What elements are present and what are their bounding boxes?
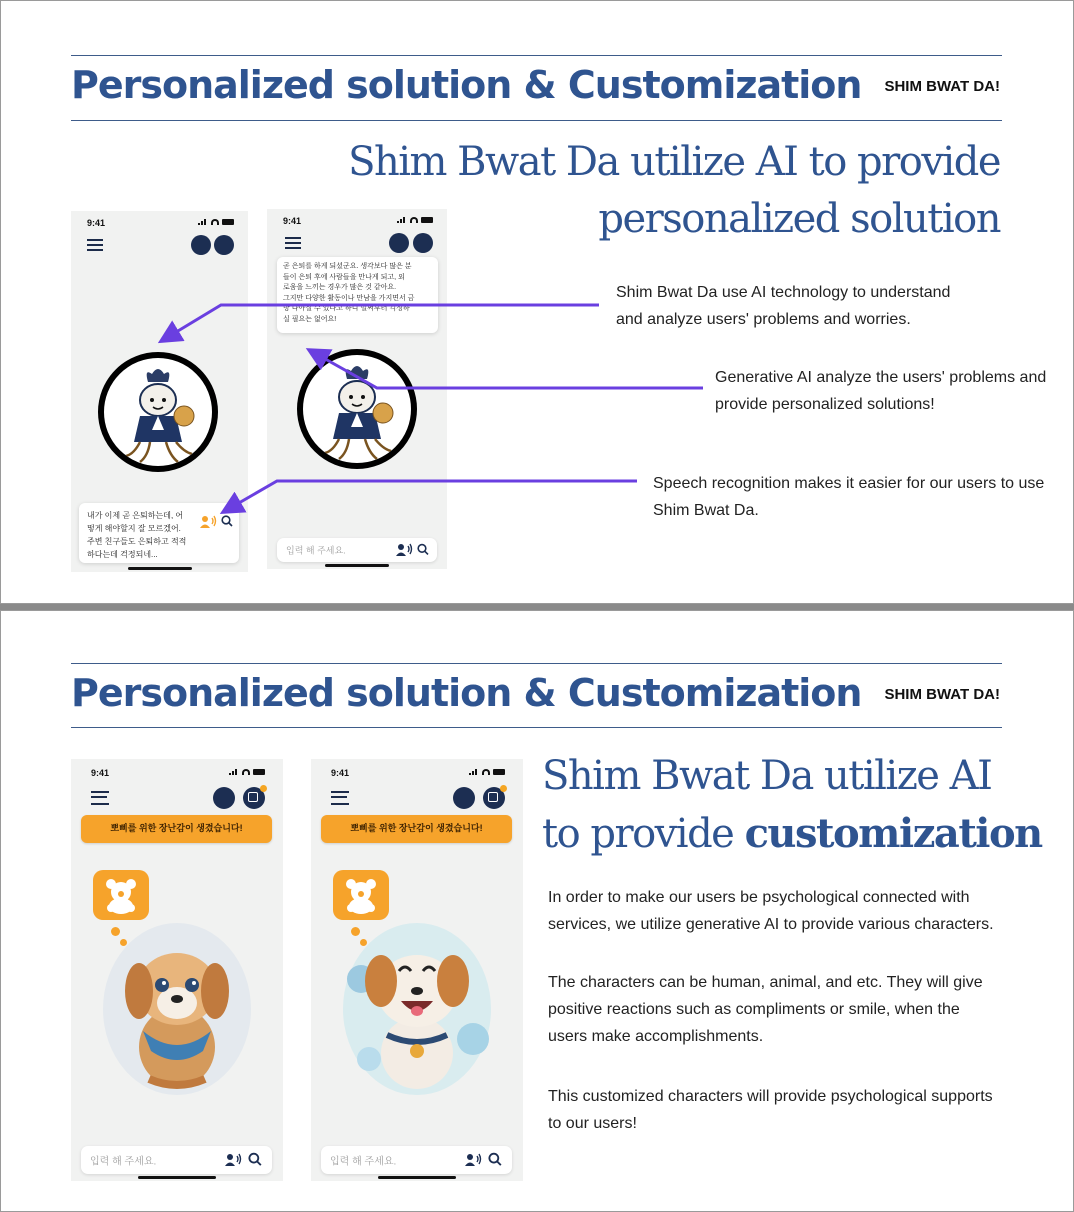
menu-icon[interactable] [91, 791, 109, 805]
battery-icon [253, 769, 265, 775]
message-line: 하다는데 걱정되네... [87, 550, 158, 559]
callout-line: Generative AI analyze the users' problems and [715, 369, 1047, 386]
title-rule [71, 727, 1002, 728]
teddy-bear-icon [333, 870, 389, 920]
slide-customization [0, 610, 1074, 1212]
phone-mockup-character-1 [71, 759, 283, 1181]
status-icons [229, 769, 265, 775]
headline-line2: personalized solution [598, 196, 1000, 242]
callout-understand [616, 279, 950, 333]
callout-line: Speech recognition makes it easier for our users to use [653, 475, 1045, 492]
paragraph-line: The characters can be human, animal, and etc. They will give [548, 974, 983, 991]
top-rule [71, 663, 1002, 664]
status-time: 9:41 [331, 768, 350, 778]
reply-line: 로움을 느끼는 경우가 많은 것 같아요. [283, 284, 397, 291]
wifi-icon [242, 769, 250, 775]
message-line: 떻게 해야할지 잘 모르겠어. [87, 524, 181, 533]
input-placeholder: 입력 해 주세요. [330, 1156, 397, 1168]
reply-line: 그지만 다양한 활동이나 만남을 가지면서 금 [283, 294, 415, 302]
status-time: 9:41 [91, 768, 110, 778]
arrow-generative [311, 351, 703, 388]
brand-label: SHIM BWAT DA! [884, 78, 1000, 95]
home-indicator [138, 1176, 216, 1179]
headline-line1: Shim Bwat Da utilize AI to provide [348, 139, 1000, 185]
wifi-icon [482, 769, 490, 775]
shop-icon[interactable] [483, 787, 505, 809]
reply-line: 들이 은퇴 후에 사람들을 만나게 되고, 외 [283, 273, 405, 281]
arrow-understand [163, 305, 599, 340]
profile-icon[interactable] [453, 787, 475, 809]
search-icon[interactable] [488, 1152, 502, 1166]
callout-line: Shim Bwat Da. [653, 502, 759, 519]
signal-icon [229, 769, 239, 775]
input-placeholder: 입력 해 주세요. [90, 1156, 157, 1168]
callout-line: Shim Bwat Da use AI technology to understand [616, 284, 951, 301]
home-indicator [378, 1176, 456, 1179]
battery-icon [493, 769, 505, 775]
reply-line: 방 나아질 수 있다고 하니 벌써부터 걱정하 [283, 305, 410, 312]
slide-title: Personalized solution & Customization [71, 63, 862, 107]
paragraph-line: services, we utilize generative AI to provide various characters. [548, 916, 994, 933]
paragraph-line: positive reactions such as compliments or smile, when the [548, 1001, 960, 1018]
headline-bold: customization [744, 810, 1042, 857]
menu-icon[interactable] [331, 791, 349, 805]
voice-input-icon[interactable] [464, 1153, 482, 1167]
search-icon[interactable] [248, 1152, 262, 1166]
toy-thought-bubble [333, 870, 389, 920]
status-time: 9:41 [283, 216, 302, 226]
teddy-bear-icon [93, 870, 149, 920]
notification-banner[interactable]: 뽀삐를 위한 장난감이 생겼습니다! [321, 815, 512, 843]
paragraph-line: to our users! [548, 1115, 637, 1132]
callout-line: provide personalized solutions! [715, 396, 935, 413]
brand-label: SHIM BWAT DA! [884, 686, 1000, 703]
message-input[interactable] [81, 1146, 272, 1174]
callout-line: and analyze users' problems and worries. [616, 311, 911, 328]
body-paragraph-1 [548, 884, 1028, 938]
body-paragraph-3 [548, 1083, 1028, 1137]
reply-line: 곧 은퇴를 하게 되셨군요. 생각보다 많은 분 [283, 263, 412, 270]
status-time: 9:41 [87, 218, 106, 228]
message-input[interactable] [321, 1146, 512, 1174]
headline-line1: Shim Bwat Da utilize AI [542, 753, 992, 799]
slide-title: Personalized solution & Customization [71, 671, 862, 715]
input-placeholder: 입력 해 주세요. [286, 545, 346, 556]
callout-generative [715, 364, 1046, 418]
toy-thought-bubble [93, 870, 149, 920]
reply-line: 실 필요는 없어요! [283, 315, 337, 323]
arrow-speech [225, 481, 637, 511]
paragraph-line: In order to make our users be psychological connected with [548, 889, 970, 906]
shop-icon[interactable] [243, 787, 265, 809]
signal-icon [469, 769, 479, 775]
profile-icon[interactable] [213, 787, 235, 809]
body-paragraph-2 [548, 969, 1028, 1050]
notification-banner[interactable]: 뽀삐를 위한 장난감이 생겼습니다! [81, 815, 272, 843]
status-icons [469, 769, 505, 775]
happy-puppy-character-illustration [339, 919, 495, 1097]
puppy-character-illustration [99, 919, 255, 1097]
slide-personalized-solution [0, 0, 1074, 604]
callout-speech [653, 470, 1044, 524]
headline-line2 [542, 805, 1042, 863]
paragraph-line: This customized characters will provide psychological supports [548, 1088, 993, 1105]
voice-input-icon[interactable] [224, 1153, 242, 1167]
message-line: 내가 이제 곧 은퇴하는데, 어 [87, 511, 184, 520]
paragraph-line: users make accomplishments. [548, 1028, 764, 1045]
headline-prefix: to provide [542, 811, 745, 857]
message-line: 주변 친구들도 은퇴하고 적적 [87, 537, 187, 546]
phone-mockup-character-2 [311, 759, 523, 1181]
